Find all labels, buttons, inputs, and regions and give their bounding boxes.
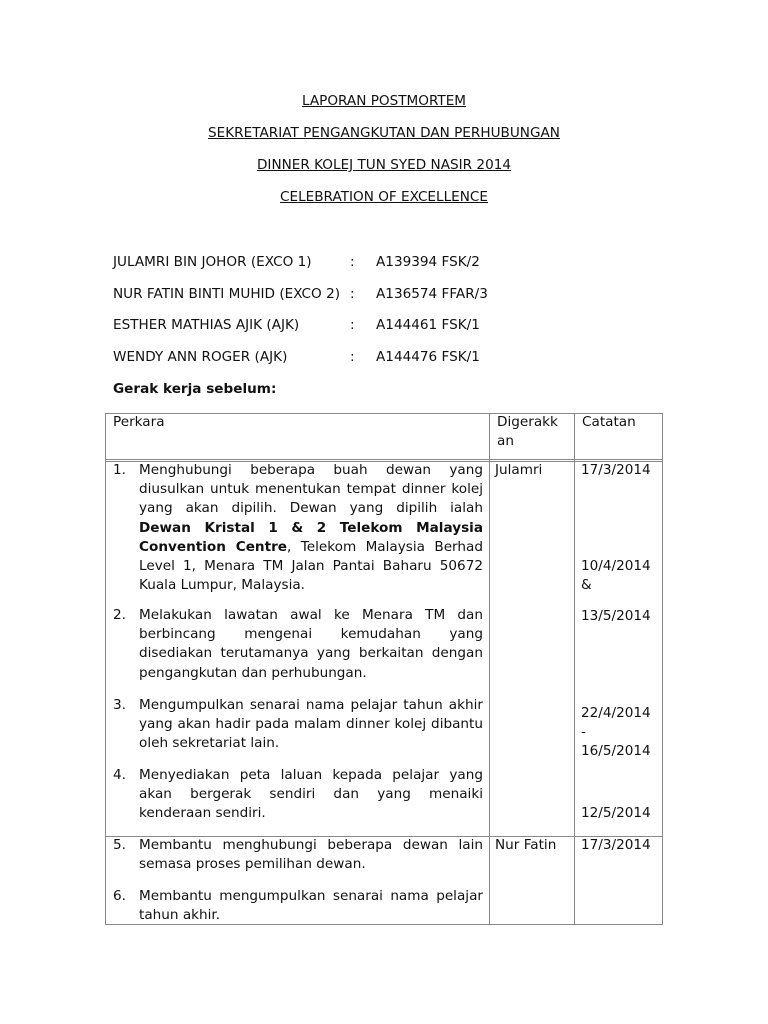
header-digerakkan [497,413,558,451]
event-theme: CELEBRATION OF EXCELLENCE [279,189,489,205]
member-matric: A139394 FSK/2 [376,254,480,270]
table-border-top [105,413,663,414]
item-text: Mengumpulkan senarai nama pelajar tahun akhir yang akan hadir pada malam dinner kolej dibantu oleh sekretariat lain. [139,697,483,752]
member-name: JULAMRI BIN JOHOR (EXCO 1) [113,254,312,270]
item-text: Melakukan lawatan awal ke Menara TM dan berbincang mengenai kemudahan yang disediakan terutamanya yang berkaitan dengan pengangkutan dan perhubungan. [139,607,483,681]
member-matric: A144476 FSK/1 [376,349,480,365]
catatan-date: 17/3/2014 [581,837,651,853]
member-row [113,285,673,303]
item-number: 6. [113,888,126,904]
table-border-right [662,413,663,925]
header-catatan: Catatan [582,414,636,430]
header-digerakkan-line2: an [497,433,514,450]
item-text: Menghubungi beberapa buah dewan yang diusulkan untuk menentukan tempat dinner kolej yang akan dipilih. Dewan yang dipilih ialah Dewan Kristal 1 & 2 Telekom Malaysia Convention Centre, Telekom Malaysia Berhad Level 1, Menara TM Jalan Pantai Baharu 50672 Kuala Lumpur, Malaysia. [139,462,483,594]
item-number: 4. [113,767,126,783]
member-colon: : [350,254,355,270]
catatan-separator: - [581,724,586,740]
item-number: 2. [113,607,126,623]
item-text: Menyediakan peta laluan kepada pelajar yang akan bergerak sendiri dan yang menaiki kenderaan sendiri. [139,767,483,822]
header-perkara: Perkara [113,414,165,430]
table-border-left [105,413,106,925]
section-heading: Gerak kerja sebelum: [113,381,277,397]
item-text: Membantu menghubungi beberapa dewan lain semasa proses pemilihan dewan. [139,837,483,873]
event-title: DINNER KOLEJ TUN SYED NASIR 2014 [256,157,512,173]
table-col-divider [489,413,490,925]
secretariat-title: SEKRETARIAT PENGANGKUTAN DAN PERHUBUNGAN [208,125,560,141]
item-number: 1. [113,462,126,478]
member-row [113,348,673,366]
task-table [105,413,663,925]
venue-name: Dewan Kristal 1 & 2 Telekom Malaysia Convention Centre [139,519,483,555]
header-digerakkan-line1: Digerakk [497,414,558,430]
member-name: NUR FATIN BINTI MUHID (EXCO 2) [113,286,341,302]
catatan-date: 13/5/2014 [581,608,651,624]
member-name: ESTHER MATHIAS AJIK (AJK) [113,317,300,333]
table-col-divider [574,413,575,925]
table-header-divider [105,459,663,460]
pic-name: Nur Fatin [495,837,557,853]
item-number: 3. [113,697,126,713]
member-colon: : [350,349,355,365]
catatan-date: 22/4/2014 [581,705,651,721]
catatan-date: 10/4/2014 [581,558,651,574]
catatan-date: 17/3/2014 [581,462,651,478]
catatan-date: 16/5/2014 [581,743,651,759]
member-colon: : [350,317,355,333]
item-text: Membantu mengumpulkan senarai nama pelajar tahun akhir. [139,888,483,924]
catatan-separator: & [581,577,592,593]
item-number: 5. [113,837,126,853]
catatan-date: 12/5/2014 [581,805,651,821]
report-title: LAPORAN POSTMORTEM [301,93,467,109]
member-matric: A136574 FFAR/3 [376,286,488,302]
member-row [113,316,673,334]
member-matric: A144461 FSK/1 [376,317,480,333]
member-name: WENDY ANN ROGER (AJK) [113,349,288,365]
member-row [113,253,673,271]
member-colon: : [350,286,355,302]
pic-name: Julamri [495,462,543,478]
